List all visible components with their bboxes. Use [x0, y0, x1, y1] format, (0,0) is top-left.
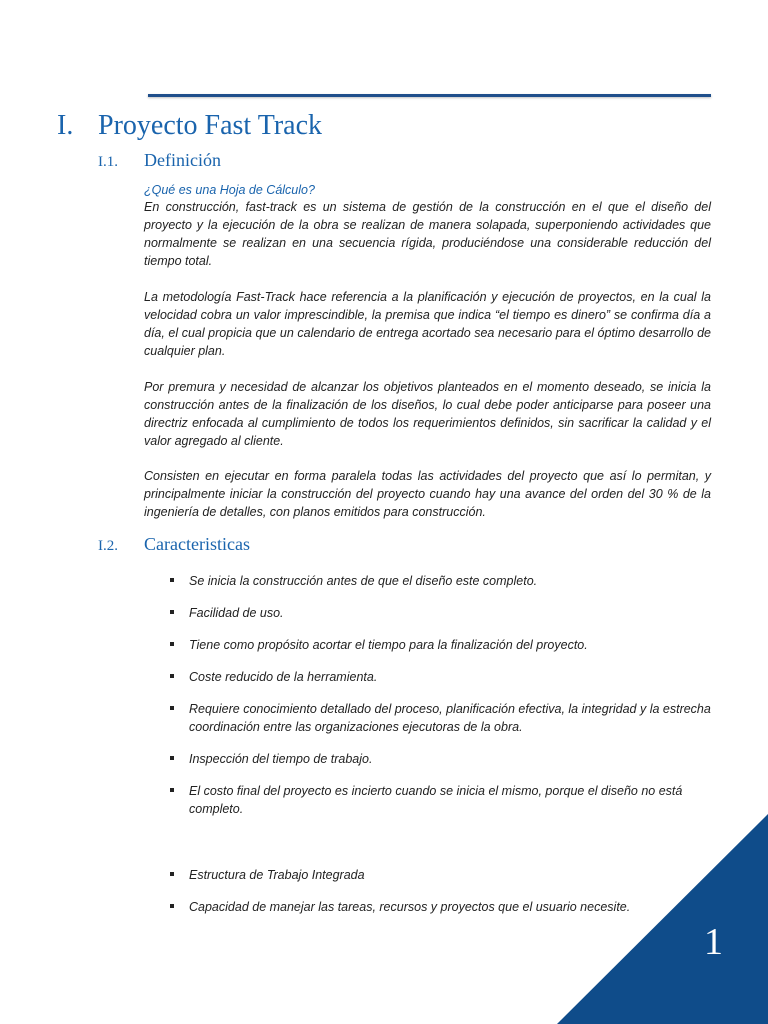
page-number: 1 — [704, 921, 723, 963]
heading-number: I. — [57, 110, 74, 141]
list-item: Inspección del tiempo de trabajo. — [170, 750, 715, 768]
list-item: Tiene como propósito acortar el tiempo para la finalización del proyecto. — [170, 636, 715, 654]
list-item: Estructura de Trabajo Integrada — [170, 866, 715, 884]
paragraph: Consisten en ejecutar en forma paralela todas las actividades del proyecto que así lo permitan, y principalmente iniciar la construcción del proyecto cuando hay una avance del orden del 30 % de la ingeniería de detalles, con planos emitidos para construcción. — [144, 469, 711, 519]
paragraph: En construcción, fast-track es un sistema de gestión de la construcción en el que el diseño del proyecto y la ejecución de la obra se realizan de manera solapada, superponiendo actividades que normalmente se realizan en una secuencia rígida, produciéndose una considerable reducción del tiempo total. — [144, 200, 711, 268]
list-item: Se inicia la construcción antes de que el diseño este completo. — [170, 572, 715, 590]
list-item: El costo final del proyecto es incierto cuando se inicia el mismo, porque el diseño no está completo. — [170, 782, 715, 818]
section-title: Definición — [144, 150, 221, 170]
section-number: I.1. — [98, 154, 118, 170]
corner-triangle — [557, 814, 768, 1024]
list-item: Requiere conocimiento detallado del proceso, planificación efectiva, la integridad y la estrecha coordinación entre las organizaciones ejecutoras de la obra. — [170, 700, 715, 736]
section-number: I.2. — [98, 538, 118, 554]
list-item: Facilidad de uso. — [170, 604, 715, 622]
list-item: Capacidad de manejar las tareas, recursos y proyectos que el usuario necesite. — [170, 898, 715, 916]
paragraph: Por premura y necesidad de alcanzar los objetivos planteados en el momento deseado, se inicia la construcción antes de la finalización de los diseños, lo cual debe poder anticiparse para poseer una directriz enfocada al cumplimiento de todos los requerimientos definidos, sin sacrificar la calidad y el valor agregado al cliente. — [144, 380, 711, 448]
heading-title: Proyecto Fast Track — [98, 110, 322, 141]
section-title: Caracteristicas — [144, 534, 250, 554]
subquestion: ¿Qué es una Hoja de Cálculo? — [144, 183, 315, 197]
list-item: Coste reducido de la herramienta. — [170, 668, 715, 686]
paragraph: La metodología Fast-Track hace referencia a la planificación y ejecución de proyectos, en la cual la velocidad cobra un valor imprescindible, la premisa que indica “el tiempo es dinero” se confirma día a día, el cual propicia que un calendario de entrega acortado sea necesario para el óptimo desarrollo de cualquier plan. — [144, 290, 711, 358]
